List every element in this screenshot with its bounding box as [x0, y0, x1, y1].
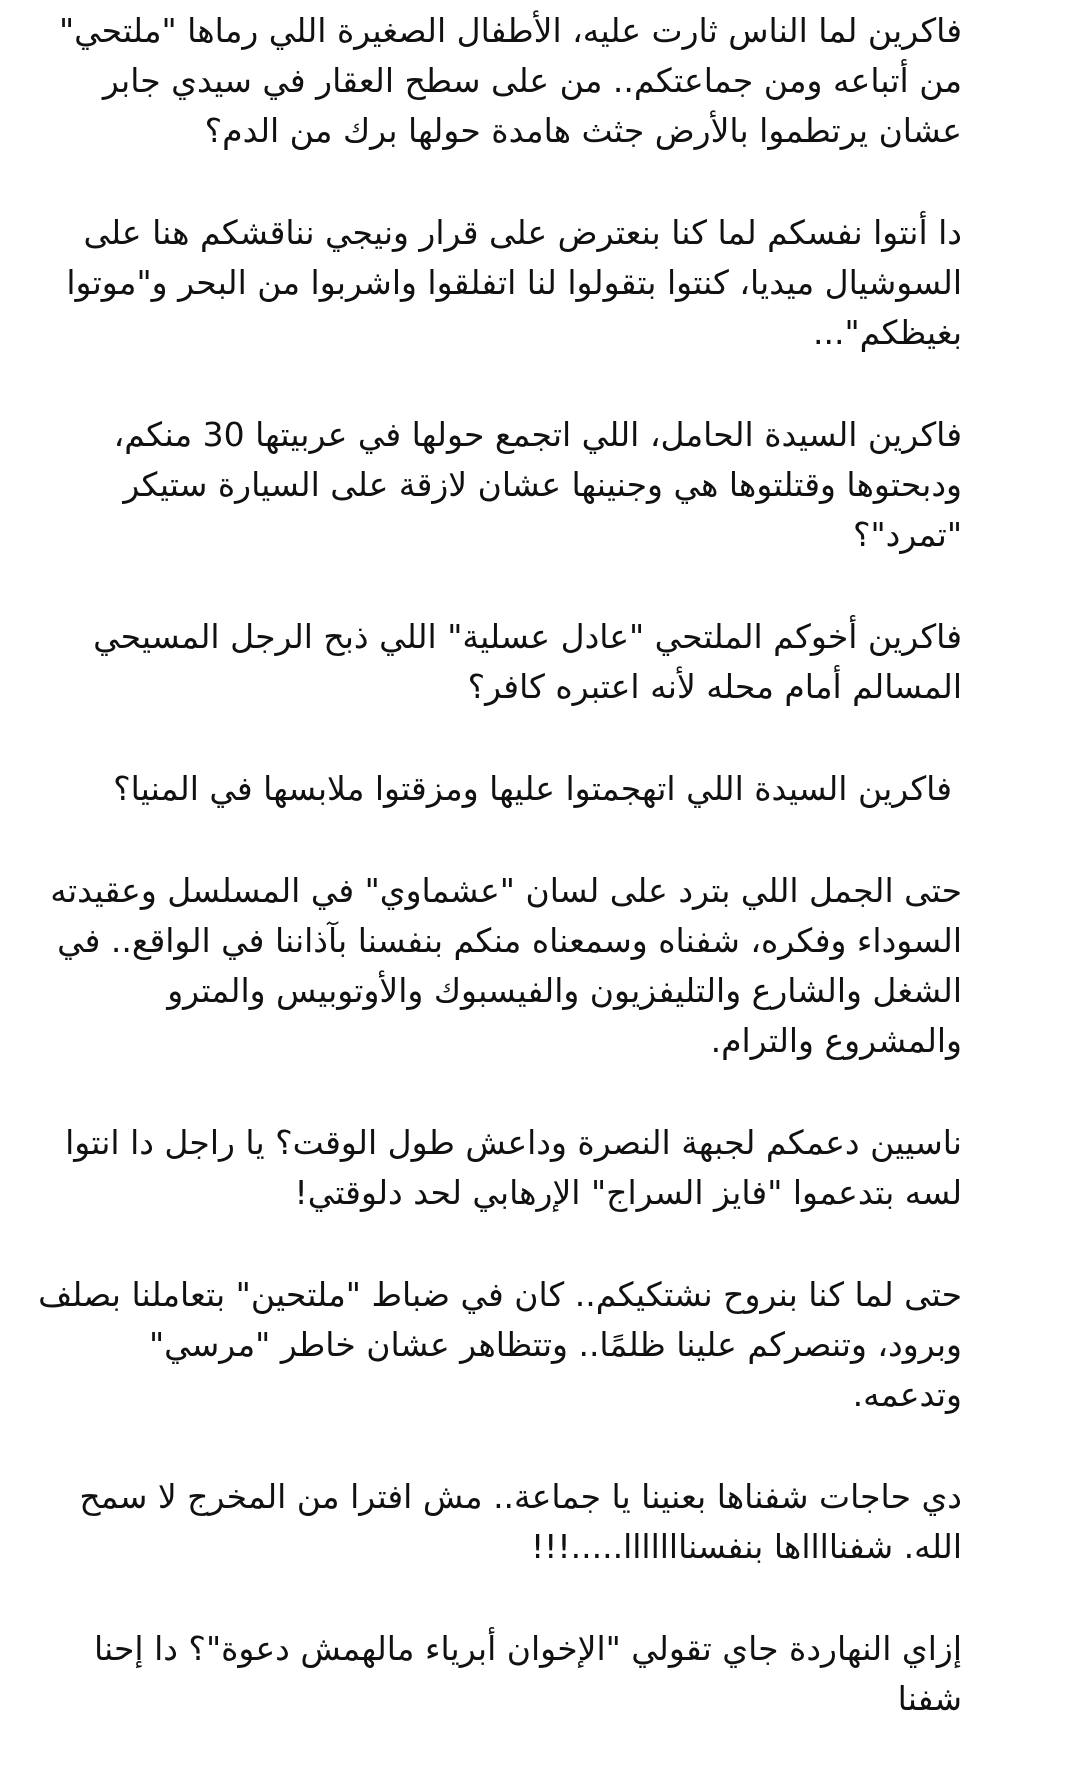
paragraph-10: إزاي النهاردة جاي تقولي "الإخوان أبرياء مالهمش دعوة"؟ دا إحنا شفنا — [94, 1629, 962, 1718]
article-body — [38, 6, 962, 1776]
paragraph-4: فاكرين أخوكم الملتحي "عادل عسلية" اللي ذبح الرجل المسيحي المسالم أمام محله لأنه اعتبره كافر؟ — [93, 617, 962, 706]
paragraph-7: ناسيين دعمكم لجبهة النصرة وداعش طول الوقت؟ يا راجل دا انتوا لسه بتدعموا "فايز السراج" الإرهابي لحد دلوقتي! — [65, 1123, 962, 1212]
paragraph-2: دا أنتوا نفسكم لما كنا بنعترض على قرار ونيجي نناقشكم هنا على السوشيال ميديا، كنتوا بتقولوا لنا اتفلقوا واشربوا من البحر و"موتوا بغيظكم"... — [66, 213, 962, 352]
paragraph-6: حتى الجمل اللي بترد على لسان "عشماوي" في المسلسل وعقيدته السوداء وفكره، شفناه وسمعناه منكم بنفسنا بآذاننا في الواقع.. في الشغل والشارع والتليفزيون والفيسبوك والأوتوبيس والمترو والمشروع والترام. — [50, 871, 962, 1060]
paragraph-1: فاكرين لما الناس ثارت عليه، الأطفال الصغيرة اللي رماها "ملتحي" من أتباعه ومن جماعتكم.. من على سطح العقار في سيدي جابر عشان يرتطموا بالأرض جثث هامدة حولها برك من الدم؟ — [58, 11, 962, 150]
paragraph-3: فاكرين السيدة الحامل، اللي اتجمع حولها في عربيتها 30 منكم، ودبحتوها وقتلتوها هي وجنينها عشان لازقة على السيارة ستيكر "تمرد"؟ — [113, 415, 962, 554]
paragraph-9: دي حاجات شفناها بعنينا يا جماعة.. مش افترا من المخرج لا سمح الله. شفنااااها بنفسنااااااا.....!!! — [79, 1477, 962, 1566]
paragraph-5: فاكرين السيدة اللي اتهجمتوا عليها ومزقتوا ملابسها في المنيا؟ — [113, 769, 952, 808]
paragraph-8: حتى لما كنا بنروح نشتكيكم.. كان في ضباط "ملتحين" بتعاملنا بصلف وبرود، وتنصركم علينا ظلمًا.. وتتظاهر عشان خاطر "مرسي" وتدعمه. — [38, 1275, 962, 1414]
